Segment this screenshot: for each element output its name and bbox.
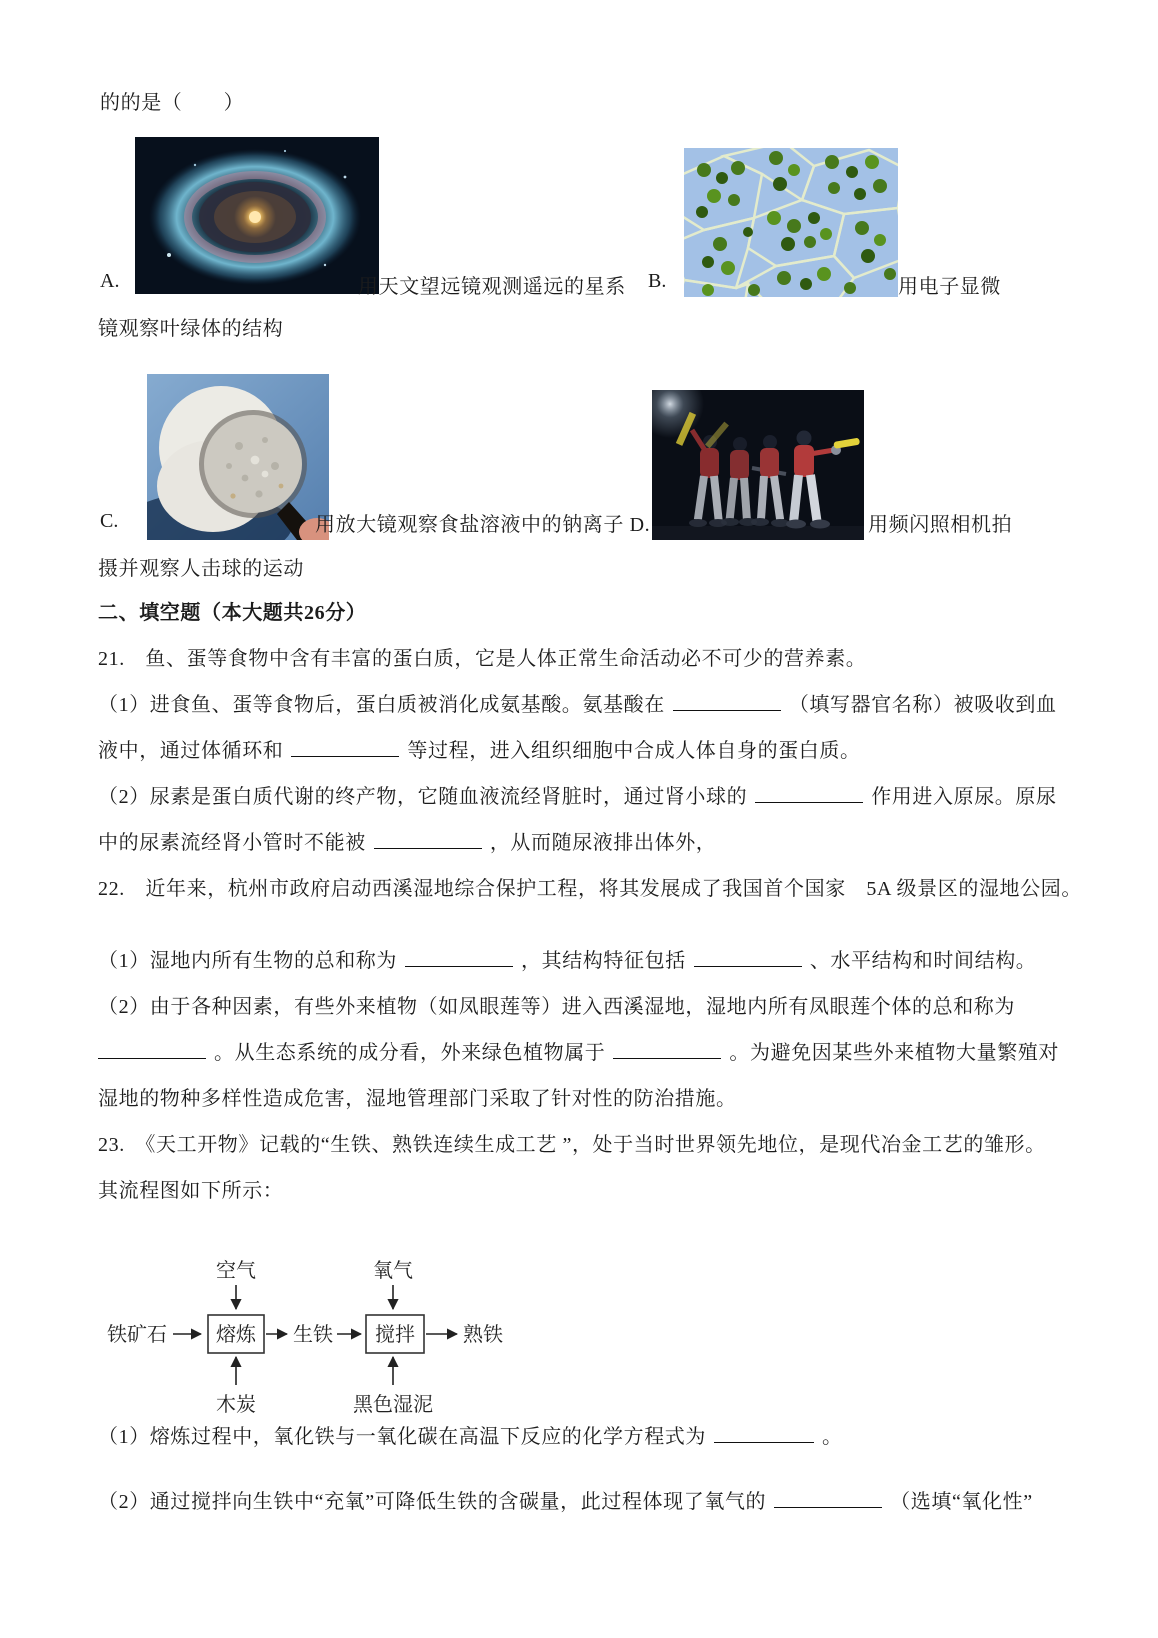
answer-blank — [291, 735, 399, 757]
star — [284, 150, 286, 152]
diagram-label-black-wet-mud: 黑色湿泥 — [353, 1394, 433, 1416]
q23-part2-pre: （2）通过搅拌向生铁中“充氧”可降低生铁的含碳量，此过程体现了氧气的 — [98, 1491, 767, 1513]
lens-powder — [204, 415, 302, 513]
q22-part2-line1: （2）由于各种因素，有些外来植物（如凤眼莲等）进入西溪湿地，湿地内所有凤眼莲个体的总和称为 — [98, 996, 1015, 1018]
q23-part1-pre: （1）熔炼过程中，氧化铁与一氧化碳在高温下反应的化学方程式为 — [98, 1426, 706, 1448]
q21-part2-line — [98, 780, 1057, 809]
strobe-batter-photo — [652, 390, 864, 540]
option-c-caption-text: 用放大镜观察食盐溶液中的钠离子 — [315, 514, 624, 536]
option-a-caption: 用天文望远镜观测遥远的星系 — [358, 276, 626, 298]
q21-part2-cont-pre: 中的尿素流经肾小管时不能被 — [98, 832, 366, 854]
q22-stem: 22. 近年来，杭州市政府启动西溪湿地综合保护工程，将其发展成了我国首个国家 5A 级景区的湿地公园。 — [98, 878, 1082, 900]
q23-part1-post: 。 — [822, 1426, 843, 1448]
option-b-caption-start: 用电子显微 — [898, 276, 1001, 298]
diagram-label-oxygen: 氧气 — [373, 1260, 413, 1282]
option-d-caption-start: 用频闪照相机拍 — [868, 514, 1013, 536]
section-header: 二、填空题（本大题共26分） — [98, 602, 367, 624]
q22-part2-line2 — [98, 1036, 1059, 1065]
diagram-label-charcoal: 木炭 — [216, 1394, 256, 1416]
q22-part2-mid2: 。为避免因某些外来植物大量繁殖对 — [729, 1042, 1060, 1064]
option-c-caption — [315, 508, 650, 537]
diagram-label-stirring: 搅拌 — [375, 1324, 415, 1346]
q21-part1-cont-post: 等过程，进入组织细胞中合成人体自身的蛋白质。 — [407, 740, 861, 762]
q23-part2-line — [98, 1485, 1033, 1514]
option-d-caption-wrap: 摄并观察人击球的运动 — [98, 558, 304, 580]
intro-line: 的的是（ ） — [100, 92, 245, 114]
q21-part1-post: （填写器官名称）被吸收到血 — [788, 694, 1057, 716]
answer-blank — [714, 1421, 814, 1443]
q22-part1-line — [98, 944, 1036, 973]
q22-part2-line3: 湿地的物种多样性造成危害，湿地管理部门采取了针对性的防治措施。 — [98, 1088, 737, 1110]
option-d-label: D. — [629, 514, 651, 536]
q21-part2-pre: （2）尿素是蛋白质代谢的终产物，它随血液流经肾脏时，通过肾小球的 — [98, 786, 748, 808]
diagram-label-pig-iron: 生铁 — [293, 1324, 333, 1346]
q23-part1-line — [98, 1420, 843, 1449]
q23-part2-post: （选填“氧化性” — [890, 1491, 1033, 1513]
answer-blank — [673, 689, 781, 711]
diagram-label-wrought-iron: 熟铁 — [463, 1324, 503, 1346]
q21-part2-post: 作用进入原尿。原尿 — [871, 786, 1057, 808]
star — [324, 264, 326, 266]
q21-part1-cont-line — [98, 734, 861, 763]
answer-blank — [755, 781, 863, 803]
diagram-label-smelting: 熔炼 — [216, 1324, 256, 1346]
q22-part2-mid1: 。从生态系统的成分看，外来绿色植物属于 — [214, 1042, 606, 1064]
star — [194, 164, 196, 166]
answer-blank — [98, 1037, 206, 1059]
diagram-label-iron-ore: 铁矿石 — [107, 1324, 167, 1346]
answer-blank — [405, 945, 513, 967]
q21-part2-cont-post: ，从而随尿液排出体外， — [489, 832, 717, 854]
star — [167, 253, 171, 257]
answer-blank — [774, 1486, 882, 1508]
q22-part1-mid: ，其结构特征包括 — [521, 950, 686, 972]
q21-part1-pre: （1）进食鱼、蛋等食物后，蛋白质被消化成氨基酸。氨基酸在 — [98, 694, 665, 716]
magnifier-photo — [147, 374, 329, 540]
answer-blank — [374, 827, 482, 849]
q21-part1-cont-pre: 液中，通过体循环和 — [98, 740, 284, 762]
galaxy-core — [249, 211, 261, 223]
q23-stem: 23. 《天工开物》记载的“生铁、熟铁连续生成工艺 ”，处于当时世界领先地位，是现代冶金工艺的雏形。 — [98, 1134, 1046, 1156]
option-b-label: B. — [648, 270, 667, 292]
q22-part1-pre: （1）湿地内所有生物的总和称为 — [98, 950, 397, 972]
q21-part2-cont-line — [98, 826, 716, 855]
q21-stem: 21. 鱼、蛋等食物中含有丰富的蛋白质，它是人体正常生命活动必不可少的营养素。 — [98, 648, 867, 670]
plant-cells-photo — [684, 148, 898, 297]
answer-blank — [694, 945, 802, 967]
option-a-label: A. — [100, 270, 120, 292]
q23-intro: 其流程图如下所示： — [98, 1180, 284, 1202]
answer-blank — [613, 1037, 721, 1059]
option-c-label: C. — [100, 510, 119, 532]
option-b-caption-wrap: 镜观察叶绿体的结构 — [98, 318, 284, 340]
q21-part1-line — [98, 688, 1057, 717]
diagram-label-air: 空气 — [216, 1260, 256, 1282]
ground — [652, 526, 864, 540]
galaxy-photo — [135, 137, 379, 294]
q22-part1-post: 、水平结构和时间结构。 — [809, 950, 1037, 972]
smelting-flow-diagram — [95, 1245, 515, 1425]
star — [344, 176, 347, 179]
